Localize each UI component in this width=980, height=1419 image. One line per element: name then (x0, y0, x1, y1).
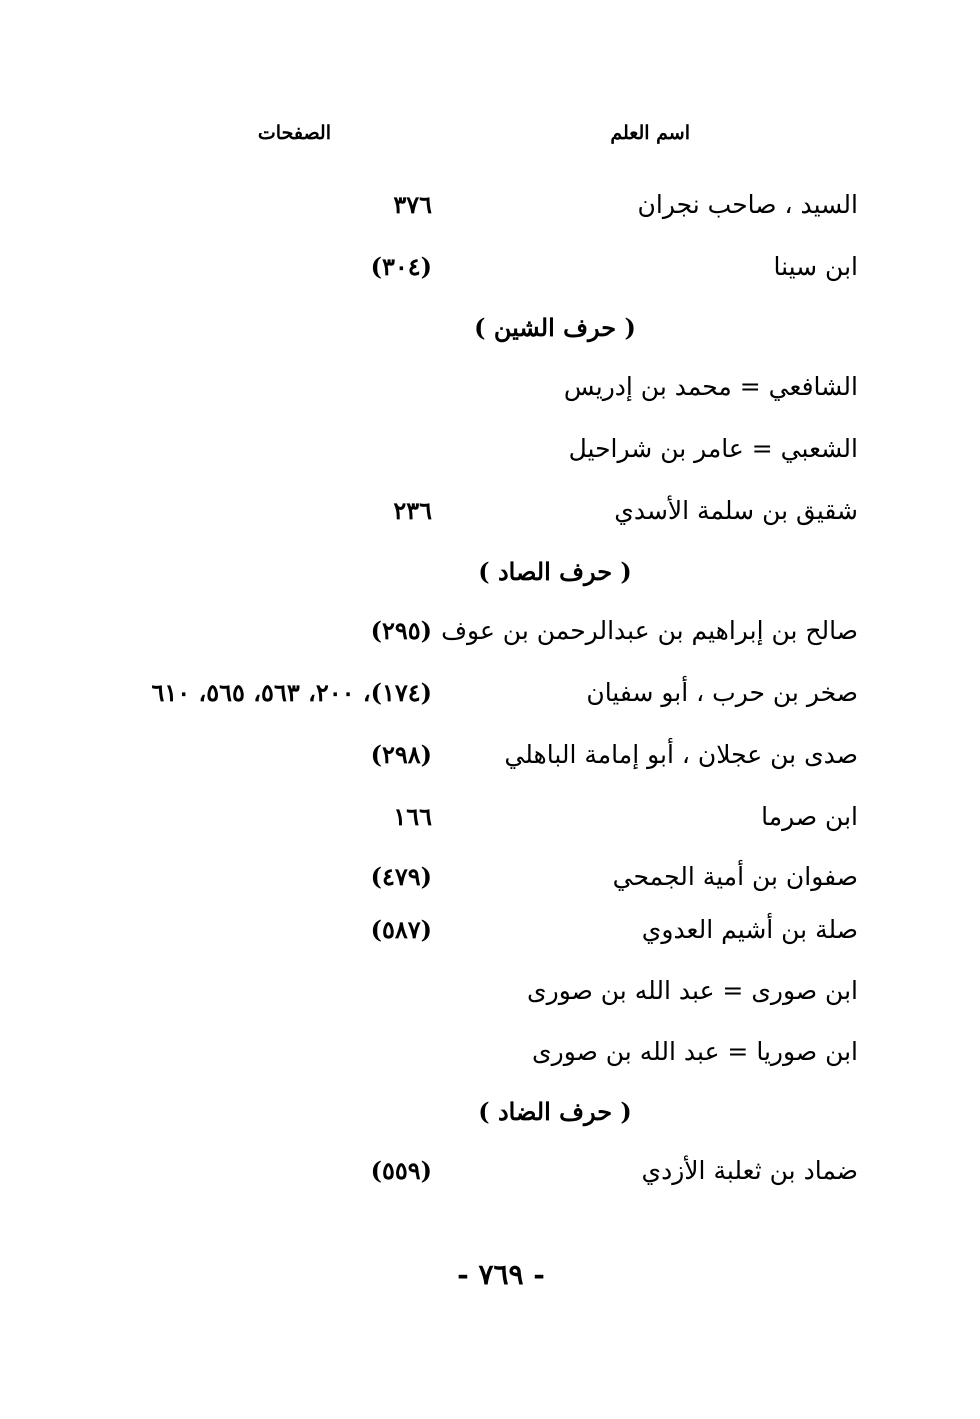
entry-pages: (٢٩٨) (370, 740, 432, 769)
entry-name: صخر بن حرب ، أبو سفيان (586, 678, 858, 707)
section-heading-dad: ( حرف الضاد ) (478, 1097, 632, 1126)
index-entry (0, 862, 980, 906)
entry-name: ابن سينا (773, 252, 858, 281)
index-entry (0, 616, 980, 660)
entry-pages: ٢٣٦ (393, 496, 432, 525)
index-entry (0, 802, 980, 846)
entry-pages: ٣٧٦ (393, 190, 432, 219)
entry-pages: (٤٧٩) (370, 862, 432, 891)
entry-pages: (١٧٤)، ٢٠٠، ٥٦٣، ٥٦٥، ٦١٠ (151, 678, 432, 707)
index-entry (0, 496, 980, 540)
index-entry (0, 1037, 980, 1081)
index-entry (0, 915, 980, 959)
entry-name: الشافعي = محمد بن إدريس (563, 372, 858, 401)
section-heading-sad: ( حرف الصاد ) (478, 557, 632, 586)
index-entry (0, 190, 980, 234)
column-header-name: اسم العلم (610, 122, 690, 144)
entry-name: صلة بن أشيم العدوي (641, 915, 858, 944)
entry-pages: (٥٥٩) (370, 1156, 432, 1185)
entry-name: السيد ، صاحب نجران (637, 190, 858, 219)
entry-pages: (٢٩٥) (370, 616, 432, 645)
entry-name: صفوان بن أمية الجمحي (612, 862, 858, 891)
index-entry (0, 1156, 980, 1200)
section-heading-sheen: ( حرف الشين ) (474, 313, 636, 342)
index-entry (0, 372, 980, 416)
entry-name: صالح بن إبراهيم بن عبدالرحمن بن عوف (441, 616, 858, 645)
entry-name: ابن صوريا = عبد الله بن صورى (532, 1037, 858, 1066)
entry-pages: (٥٨٧) (370, 915, 432, 944)
index-entry (0, 976, 980, 1020)
page-number: - ٧٦٩ - (457, 1258, 545, 1291)
entry-name: شقيق بن سلمة الأسدي (614, 496, 858, 525)
entry-name: الشعبي = عامر بن شراحيل (568, 434, 858, 463)
entry-name: ابن صرما (761, 802, 858, 831)
entry-name: ابن صورى = عبد الله بن صورى (527, 976, 858, 1005)
index-entry (0, 434, 980, 478)
index-entry (0, 678, 980, 722)
column-header-pages: الصفحات (257, 122, 331, 144)
entry-pages: (٣٠٤) (370, 252, 432, 281)
entry-pages: ١٦٦ (393, 802, 432, 831)
entry-name: ضماد بن ثعلبة الأزدي (641, 1156, 858, 1185)
entry-name: صدى بن عجلان ، أبو إمامة الباهلي (504, 740, 858, 769)
index-entry (0, 252, 980, 296)
index-entry (0, 740, 980, 784)
